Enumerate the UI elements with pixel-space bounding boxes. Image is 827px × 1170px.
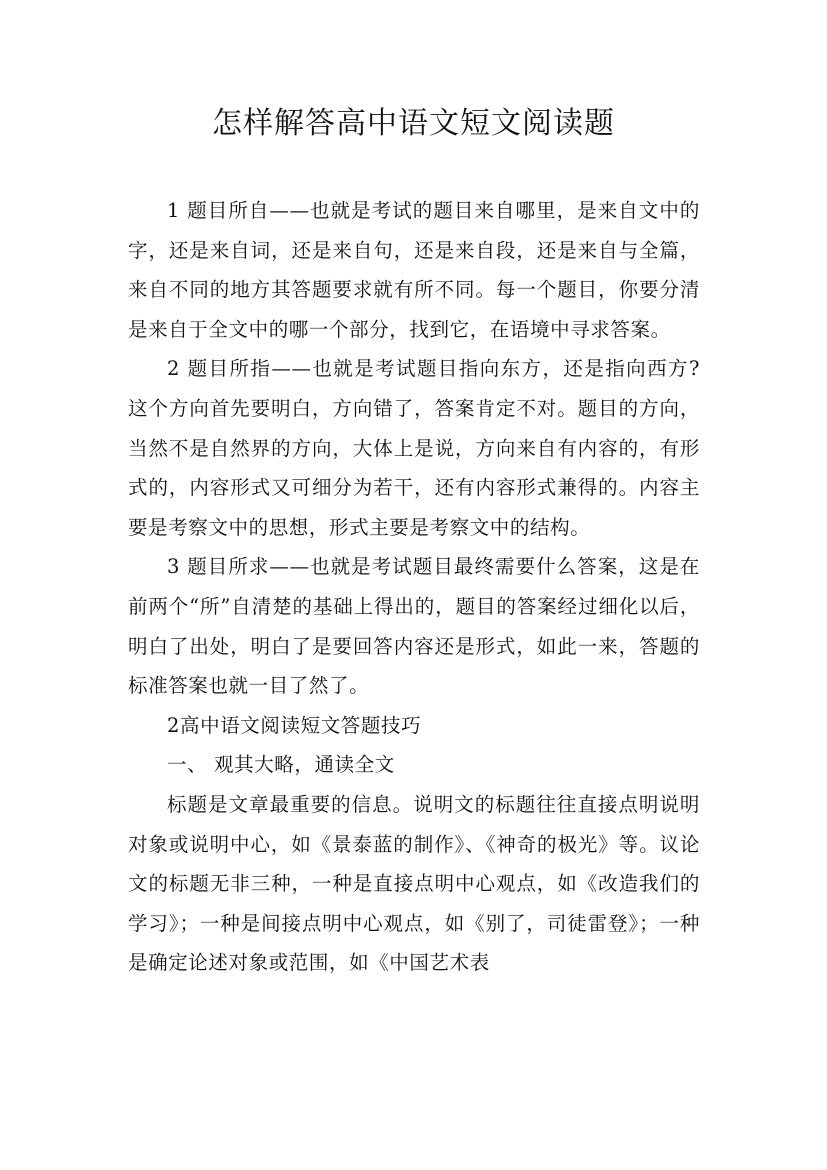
subheading-1: 一、 观其大略，通读全文 <box>167 753 395 777</box>
section-heading-2: 2高中语文阅读短文答题技巧 <box>167 713 422 737</box>
paragraph-3: 3 题目所求——也就是考试题目最终需要什么答案，这是在前两个“所”自清楚的基础上得出的，题目的答案经过细化以后，明白了出处，明白了是要回答内容还是形式，如此一来，答题的标准答案也就一目了然了。 <box>128 555 700 698</box>
paragraph-2: 2 题目所指——也就是考试题目指向东方，还是指向西方?这个方向首先要明白，方向错了，答案肯定不对。题目的方向，当然不是自然界的方向，大体上是说，方向来自有内容的，有形式的，内容形式又可细分为若干，还有内容形式兼得的。内容主要是考察文中的思想，形式主要是考察文中的结构。 <box>128 357 700 539</box>
paragraph-4: 标题是文章最重要的信息。说明文的标题往往直接点明说明对象或说明中心，如《景泰蓝的制作》、《神奇的极光》等。议论文的标题无非三种，一种是直接点明中心观点，如《改造我们的学习》；一种是间接点明中心观点，如《别了，司徒雷登》；一种是确定论述对象或范围，如《中国艺术表 <box>128 792 700 975</box>
document-title: 怎样解答高中语文短文阅读题 <box>212 106 615 141</box>
document-body <box>128 191 700 983</box>
paragraph-1: 1 题目所自——也就是考试的题目来自哪里，是来自文中的字，还是来自词，还是来自句，还是来自段，还是来自与全篇，来自不同的地方其答题要求就有所不同。每一个题目，你要分清是来自于全文中的哪一个部分，找到它，在语境中寻求答案。 <box>128 199 700 341</box>
